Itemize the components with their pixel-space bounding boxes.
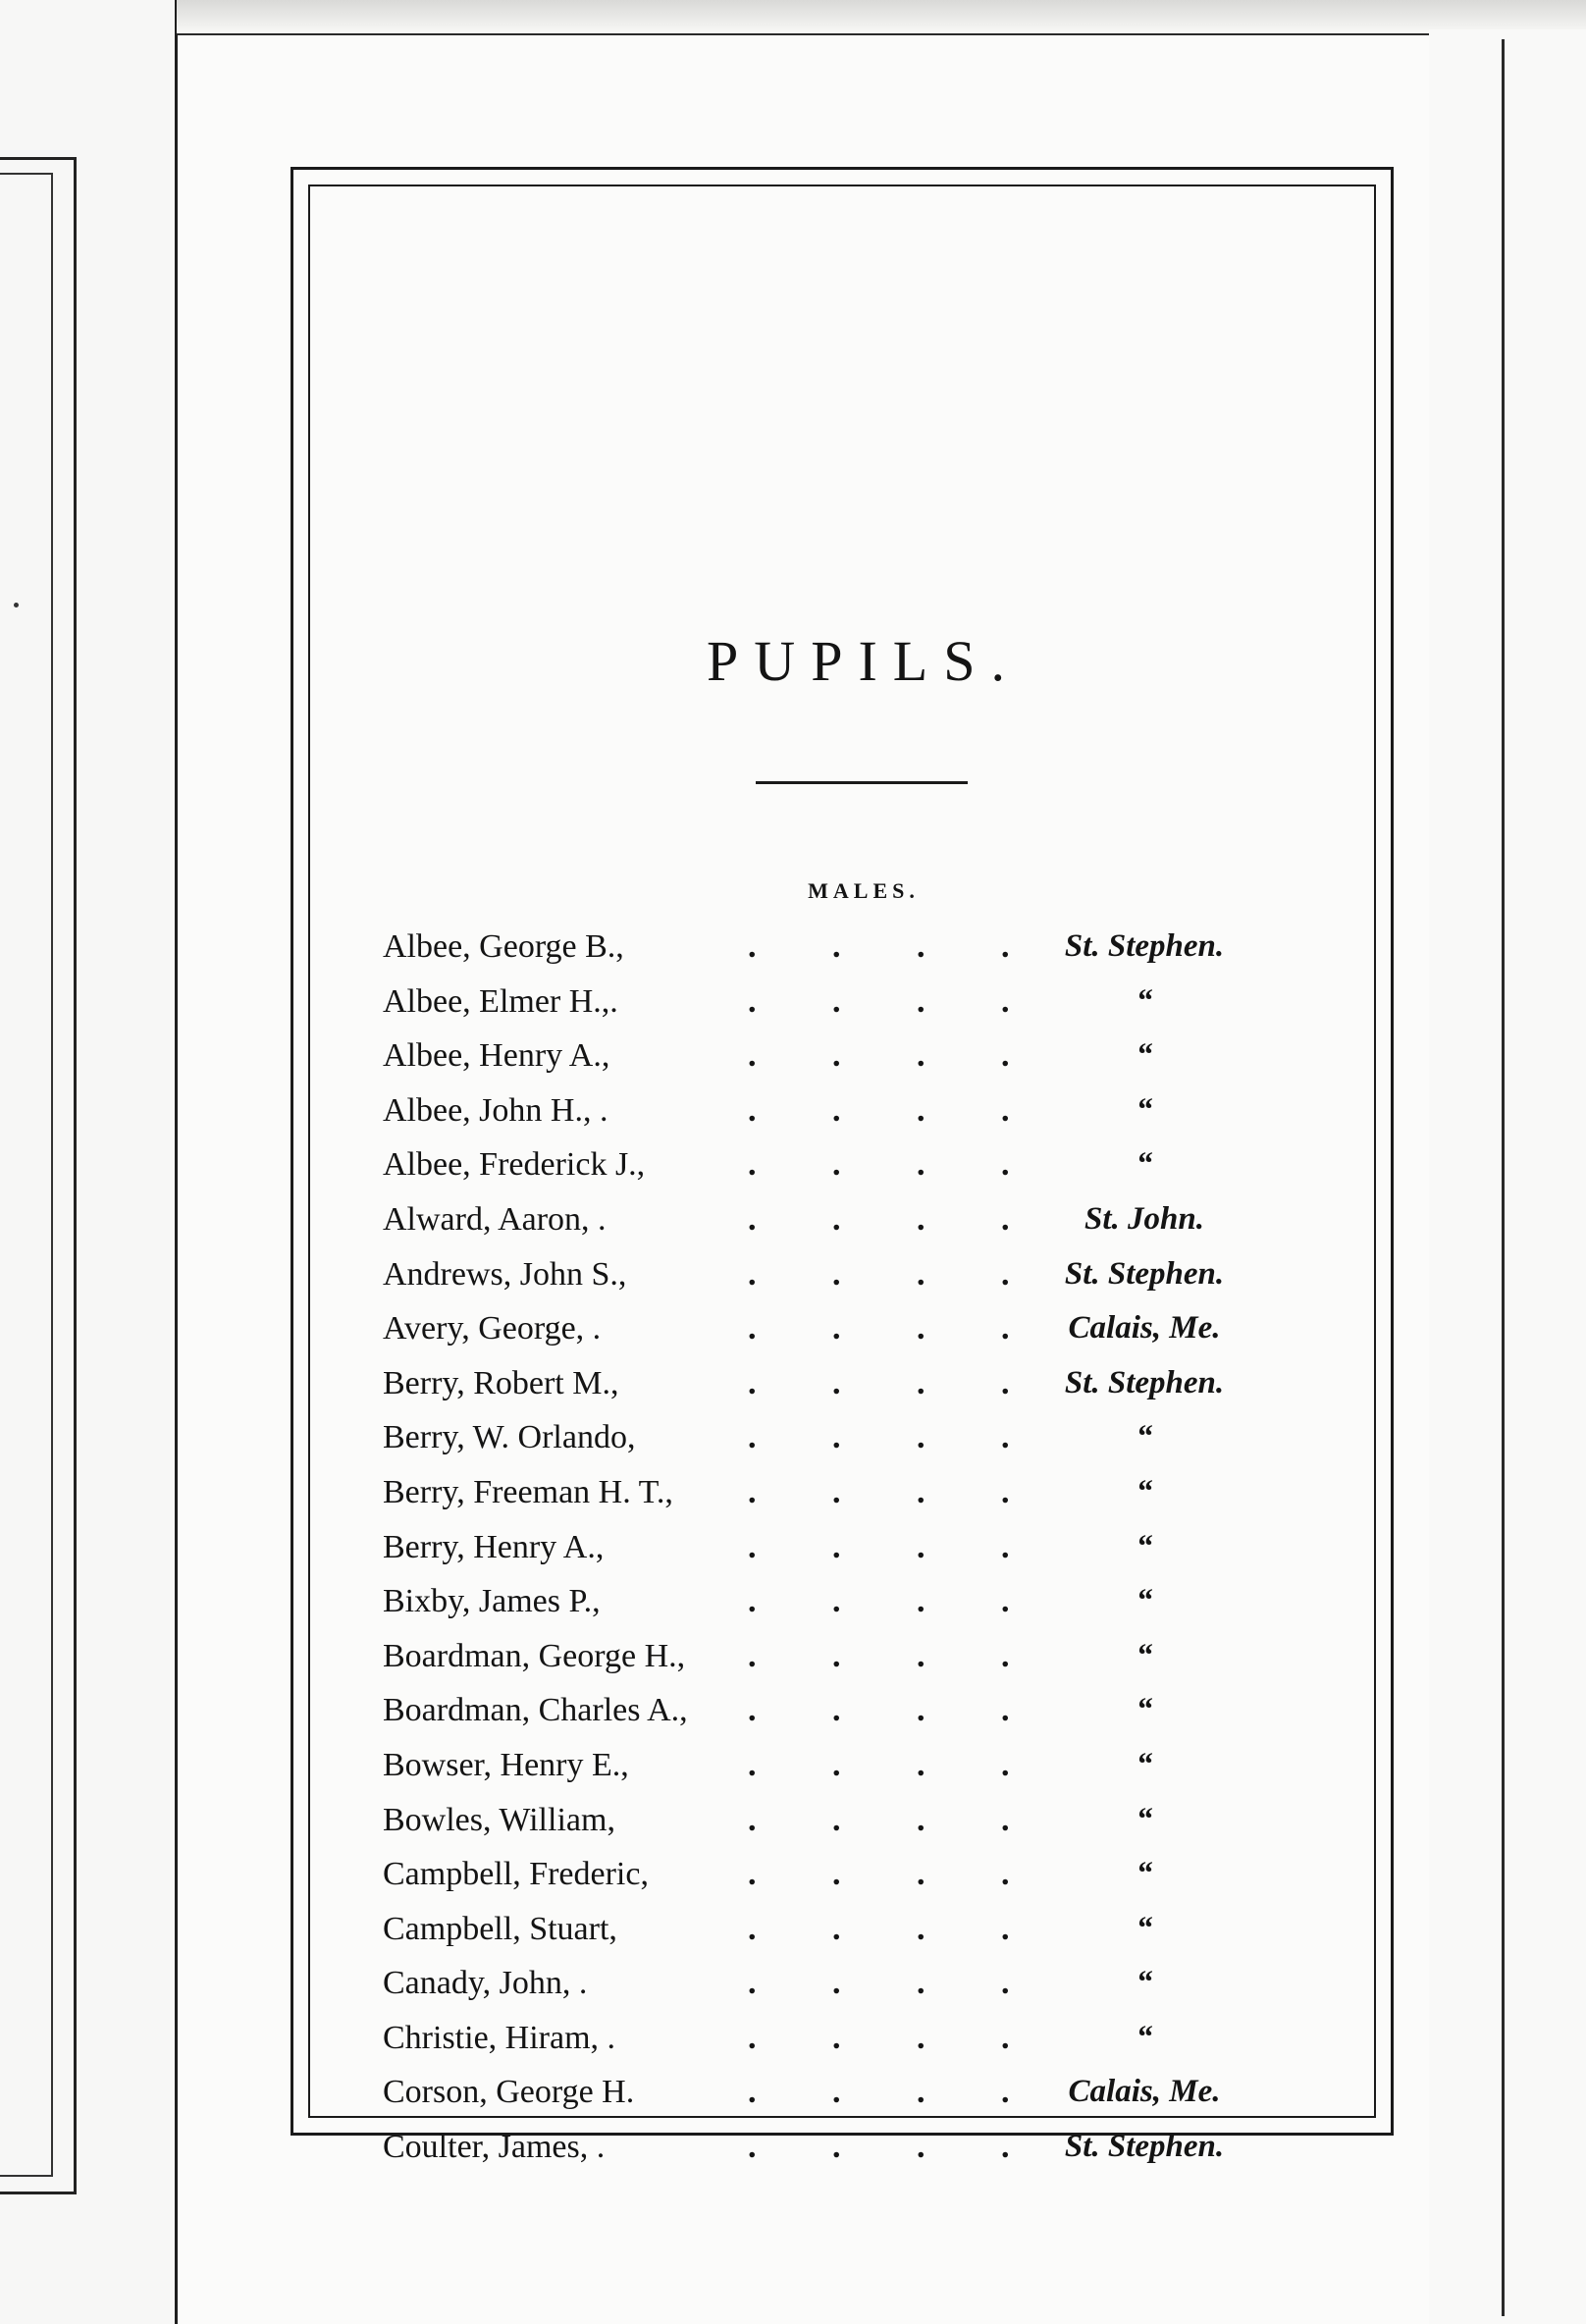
list-item — [383, 2120, 1286, 2175]
pupil-name: Bixby, James P., — [383, 1583, 601, 1620]
list-item — [383, 1847, 1286, 1902]
pupil-residence: St. Stephen. — [1064, 928, 1225, 964]
pupil-name: Alward, Aaron, . — [383, 1200, 607, 1238]
pupil-name: Andrews, John S., — [383, 1255, 627, 1293]
pupil-name: Berry, Freeman H. T., — [383, 1473, 673, 1510]
pupil-residence: “ — [1136, 1692, 1153, 1728]
list-item — [383, 1738, 1286, 1793]
pupil-name: Bowser, Henry E., — [383, 1746, 629, 1783]
leader-dots: . . . . — [748, 1146, 1010, 1184]
pupil-name: Boardman, George H., — [383, 1637, 686, 1674]
pupil-residence: Calais, Me. — [1068, 1310, 1221, 1347]
leader-dots: . . . . — [748, 1419, 1010, 1456]
pupil-name: Avery, George, . — [383, 1310, 602, 1347]
leader-dots: . . . . — [748, 1583, 1010, 1620]
pupil-residence: “ — [1136, 1419, 1153, 1455]
leader-dots: . . . . — [748, 1746, 1010, 1783]
leader-dots: . . . . — [748, 1364, 1010, 1401]
leader-dots: . . . . — [748, 1037, 1010, 1075]
list-item — [383, 1247, 1286, 1302]
leader-dots: . . . . — [748, 1091, 1010, 1129]
leader-dots: . . . . — [748, 1910, 1010, 1947]
list-item — [383, 1192, 1286, 1247]
pupil-residence: “ — [1136, 1091, 1153, 1128]
list-item — [383, 2011, 1286, 2066]
list-item — [383, 1301, 1286, 1356]
pupil-name: Canady, John, . — [383, 1965, 588, 2002]
pupil-name: Berry, Robert M., — [383, 1364, 619, 1401]
pupil-name: Albee, George B., — [383, 928, 624, 965]
list-item — [383, 1574, 1286, 1629]
pupil-residence: St. Stephen. — [1064, 1364, 1225, 1400]
leader-dots: . . . . — [748, 1692, 1010, 1729]
pupil-name: Albee, John H., . — [383, 1091, 608, 1129]
pupil-name: Boardman, Charles A., — [383, 1692, 688, 1729]
leader-dots: . . . . — [748, 1856, 1010, 1893]
page-top-edge — [177, 0, 1586, 35]
pupil-residence: Calais, Me. — [1068, 2074, 1221, 2110]
list-item — [383, 1629, 1286, 1684]
pupil-residence: “ — [1136, 1801, 1153, 1837]
list-item — [383, 1465, 1286, 1520]
leader-dots: . . . . — [748, 1255, 1010, 1293]
leader-dots: . . . . — [748, 928, 1010, 965]
pupil-name: Campbell, Frederic, — [383, 1856, 649, 1893]
pupil-residence: St. Stephen. — [1064, 1255, 1225, 1292]
pupil-name: Berry, W. Orlando, — [383, 1419, 636, 1456]
leader-dots: . . . . — [748, 2129, 1010, 2166]
list-item — [383, 1902, 1286, 1957]
list-item — [383, 975, 1286, 1030]
pupil-residence: “ — [1136, 1910, 1153, 1946]
pupil-name: Albee, Frederick J., — [383, 1146, 646, 1184]
pupil-residence: St. John. — [1084, 1200, 1204, 1237]
pupil-name: Berry, Henry A., — [383, 1528, 605, 1565]
pupil-residence: “ — [1136, 1037, 1153, 1074]
facing-page-frame-inner — [0, 173, 53, 2177]
page-right-edge-line — [1502, 39, 1505, 2316]
pupil-list — [383, 920, 1286, 2175]
pupil-residence: “ — [1136, 1528, 1153, 1564]
pupil-residence: “ — [1136, 1856, 1153, 1892]
title-rule — [756, 781, 968, 784]
pupil-residence: “ — [1136, 1965, 1153, 2001]
leader-dots: . . . . — [748, 1965, 1010, 2002]
pupil-name: Albee, Henry A., — [383, 1037, 610, 1075]
pupil-residence: “ — [1136, 2019, 1153, 2055]
leader-dots: . . . . — [748, 1200, 1010, 1238]
pupil-name: Coulter, James, . — [383, 2129, 606, 2166]
list-item — [383, 1029, 1286, 1083]
pupil-residence: “ — [1136, 1746, 1153, 1782]
list-item — [383, 1137, 1286, 1192]
pupil-residence: “ — [1136, 1637, 1153, 1673]
pupil-residence: St. Stephen. — [1064, 2129, 1225, 2165]
pupil-name: Bowles, William, — [383, 1801, 615, 1838]
list-item — [383, 1793, 1286, 1848]
leader-dots: . . . . — [748, 2074, 1010, 2111]
leader-dots: . . . . — [748, 1528, 1010, 1565]
list-item — [383, 1410, 1286, 1465]
leader-dots: . . . . — [748, 1637, 1010, 1674]
pupil-residence: “ — [1136, 1473, 1153, 1509]
pupil-name: Christie, Hiram, . — [383, 2019, 616, 2056]
pupil-residence: “ — [1136, 982, 1153, 1019]
pupil-name: Albee, Elmer H.,. — [383, 982, 618, 1020]
leader-dots: . . . . — [748, 982, 1010, 1020]
page-title: PUPILS. — [707, 629, 1021, 693]
list-item — [383, 1956, 1286, 2011]
list-item — [383, 1683, 1286, 1738]
section-heading: MALES. — [808, 878, 920, 903]
leader-dots: . . . . — [748, 1801, 1010, 1838]
leader-dots: . . . . — [748, 2019, 1010, 2056]
leader-dots: . . . . — [748, 1310, 1010, 1347]
leader-dots: . . . . — [748, 1473, 1010, 1510]
facing-page-edge — [0, 0, 178, 2324]
speck — [14, 603, 19, 607]
pupil-name: Corson, George H. — [383, 2074, 635, 2111]
pupil-name: Campbell, Stuart, — [383, 1910, 617, 1947]
list-item — [383, 2065, 1286, 2120]
page-right-margin — [1429, 29, 1586, 2324]
list-item — [383, 1356, 1286, 1411]
pupil-residence: “ — [1136, 1146, 1153, 1183]
list-item — [383, 920, 1286, 975]
pupil-residence: “ — [1136, 1583, 1153, 1619]
list-item — [383, 1083, 1286, 1138]
list-item — [383, 1520, 1286, 1575]
